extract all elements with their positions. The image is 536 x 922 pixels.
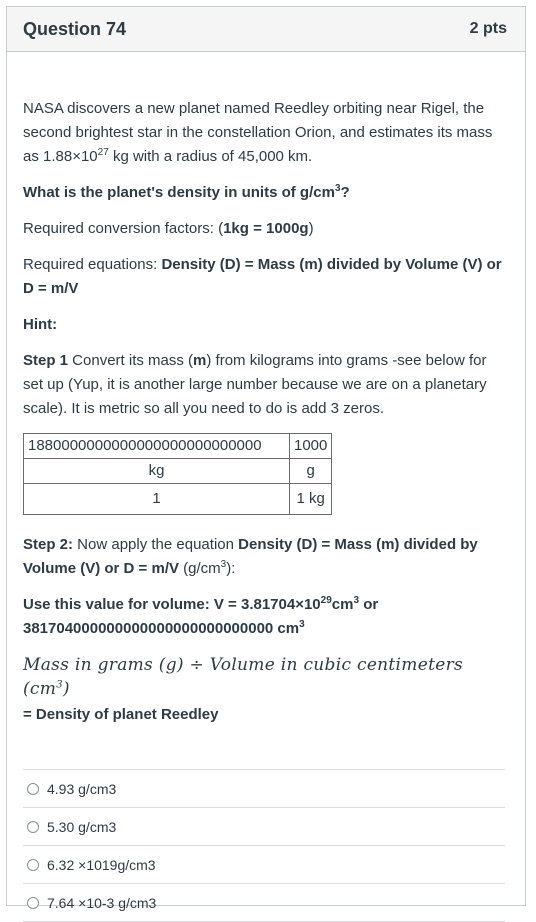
- conversion-factors: Required conversion factors: (1kg = 1000g): [23, 220, 314, 237]
- question-title: Question 74: [23, 18, 127, 39]
- radio-button[interactable]: [27, 859, 39, 871]
- table-cell: 1: [24, 484, 290, 515]
- step2-paragraph: Step 2: Now apply the equation Density (D) = Mass (m) divided by Volume (V) or D = m/V $(g/cm^3)$:: [23, 536, 478, 577]
- answer-list: [23, 769, 505, 922]
- table-cell: 1 kg: [290, 484, 332, 515]
- answer-option[interactable]: [23, 846, 505, 884]
- hint-label: Hint:: [23, 316, 58, 333]
- density-result-line: = Density of planet Reedley: [23, 706, 219, 723]
- math-equation: Mass in grams (g) ÷ Volume in cubic centimeters $(cm^3)$: [23, 655, 464, 699]
- step1-paragraph: Step 1 Convert its mass (m) from kilograms into grams -see below for set up (Yup, it is another large number because we are on a planetary scale). It is metric so all you need to do is add 3 zeros.: [23, 352, 487, 417]
- table-cell: kg: [24, 459, 290, 484]
- answer-option[interactable]: [23, 884, 505, 922]
- question-header: [7, 7, 525, 52]
- answer-label: 6.32 ×1019g/cm3: [47, 856, 156, 873]
- answer-option[interactable]: [23, 808, 505, 846]
- volume-paragraph: Use this value for volume: $V = 3.81704\times 10^{29}cm^3$ or 381704000000000000000000000000 $cm^3$: [23, 595, 379, 637]
- table-cell: g: [290, 459, 332, 484]
- question-points: 2 pts: [469, 20, 507, 37]
- conversion-table: [23, 433, 332, 515]
- radio-button[interactable]: [27, 821, 39, 833]
- question-card: [6, 6, 526, 911]
- answer-label: 4.93 g/cm3: [47, 780, 117, 797]
- table-cell: 1000: [290, 434, 332, 459]
- required-equations: Required equations: Density (D) = Mass (m) divided by Volume (V) or D = m/V: [23, 256, 502, 297]
- question-body: [7, 52, 525, 922]
- answer-label: 7.64 ×10-3 g/cm3: [47, 894, 157, 911]
- radio-button[interactable]: [27, 897, 39, 909]
- question-ask: What is the planet's density in units of $g/cm^3$?: [23, 183, 350, 201]
- table-cell: 1880000000000000000000000000: [24, 434, 290, 459]
- intro-paragraph: NASA discovers a new planet named Reedley orbiting near Rigel, the second brightest star in the constellation Orion, and estimates its mass as $1.88\times 10^{27}$ kg with a radius of 45,000 km.: [23, 100, 493, 165]
- answer-option[interactable]: [23, 770, 505, 808]
- answer-label: 5.30 g/cm3: [47, 818, 117, 835]
- radio-button[interactable]: [27, 783, 39, 795]
